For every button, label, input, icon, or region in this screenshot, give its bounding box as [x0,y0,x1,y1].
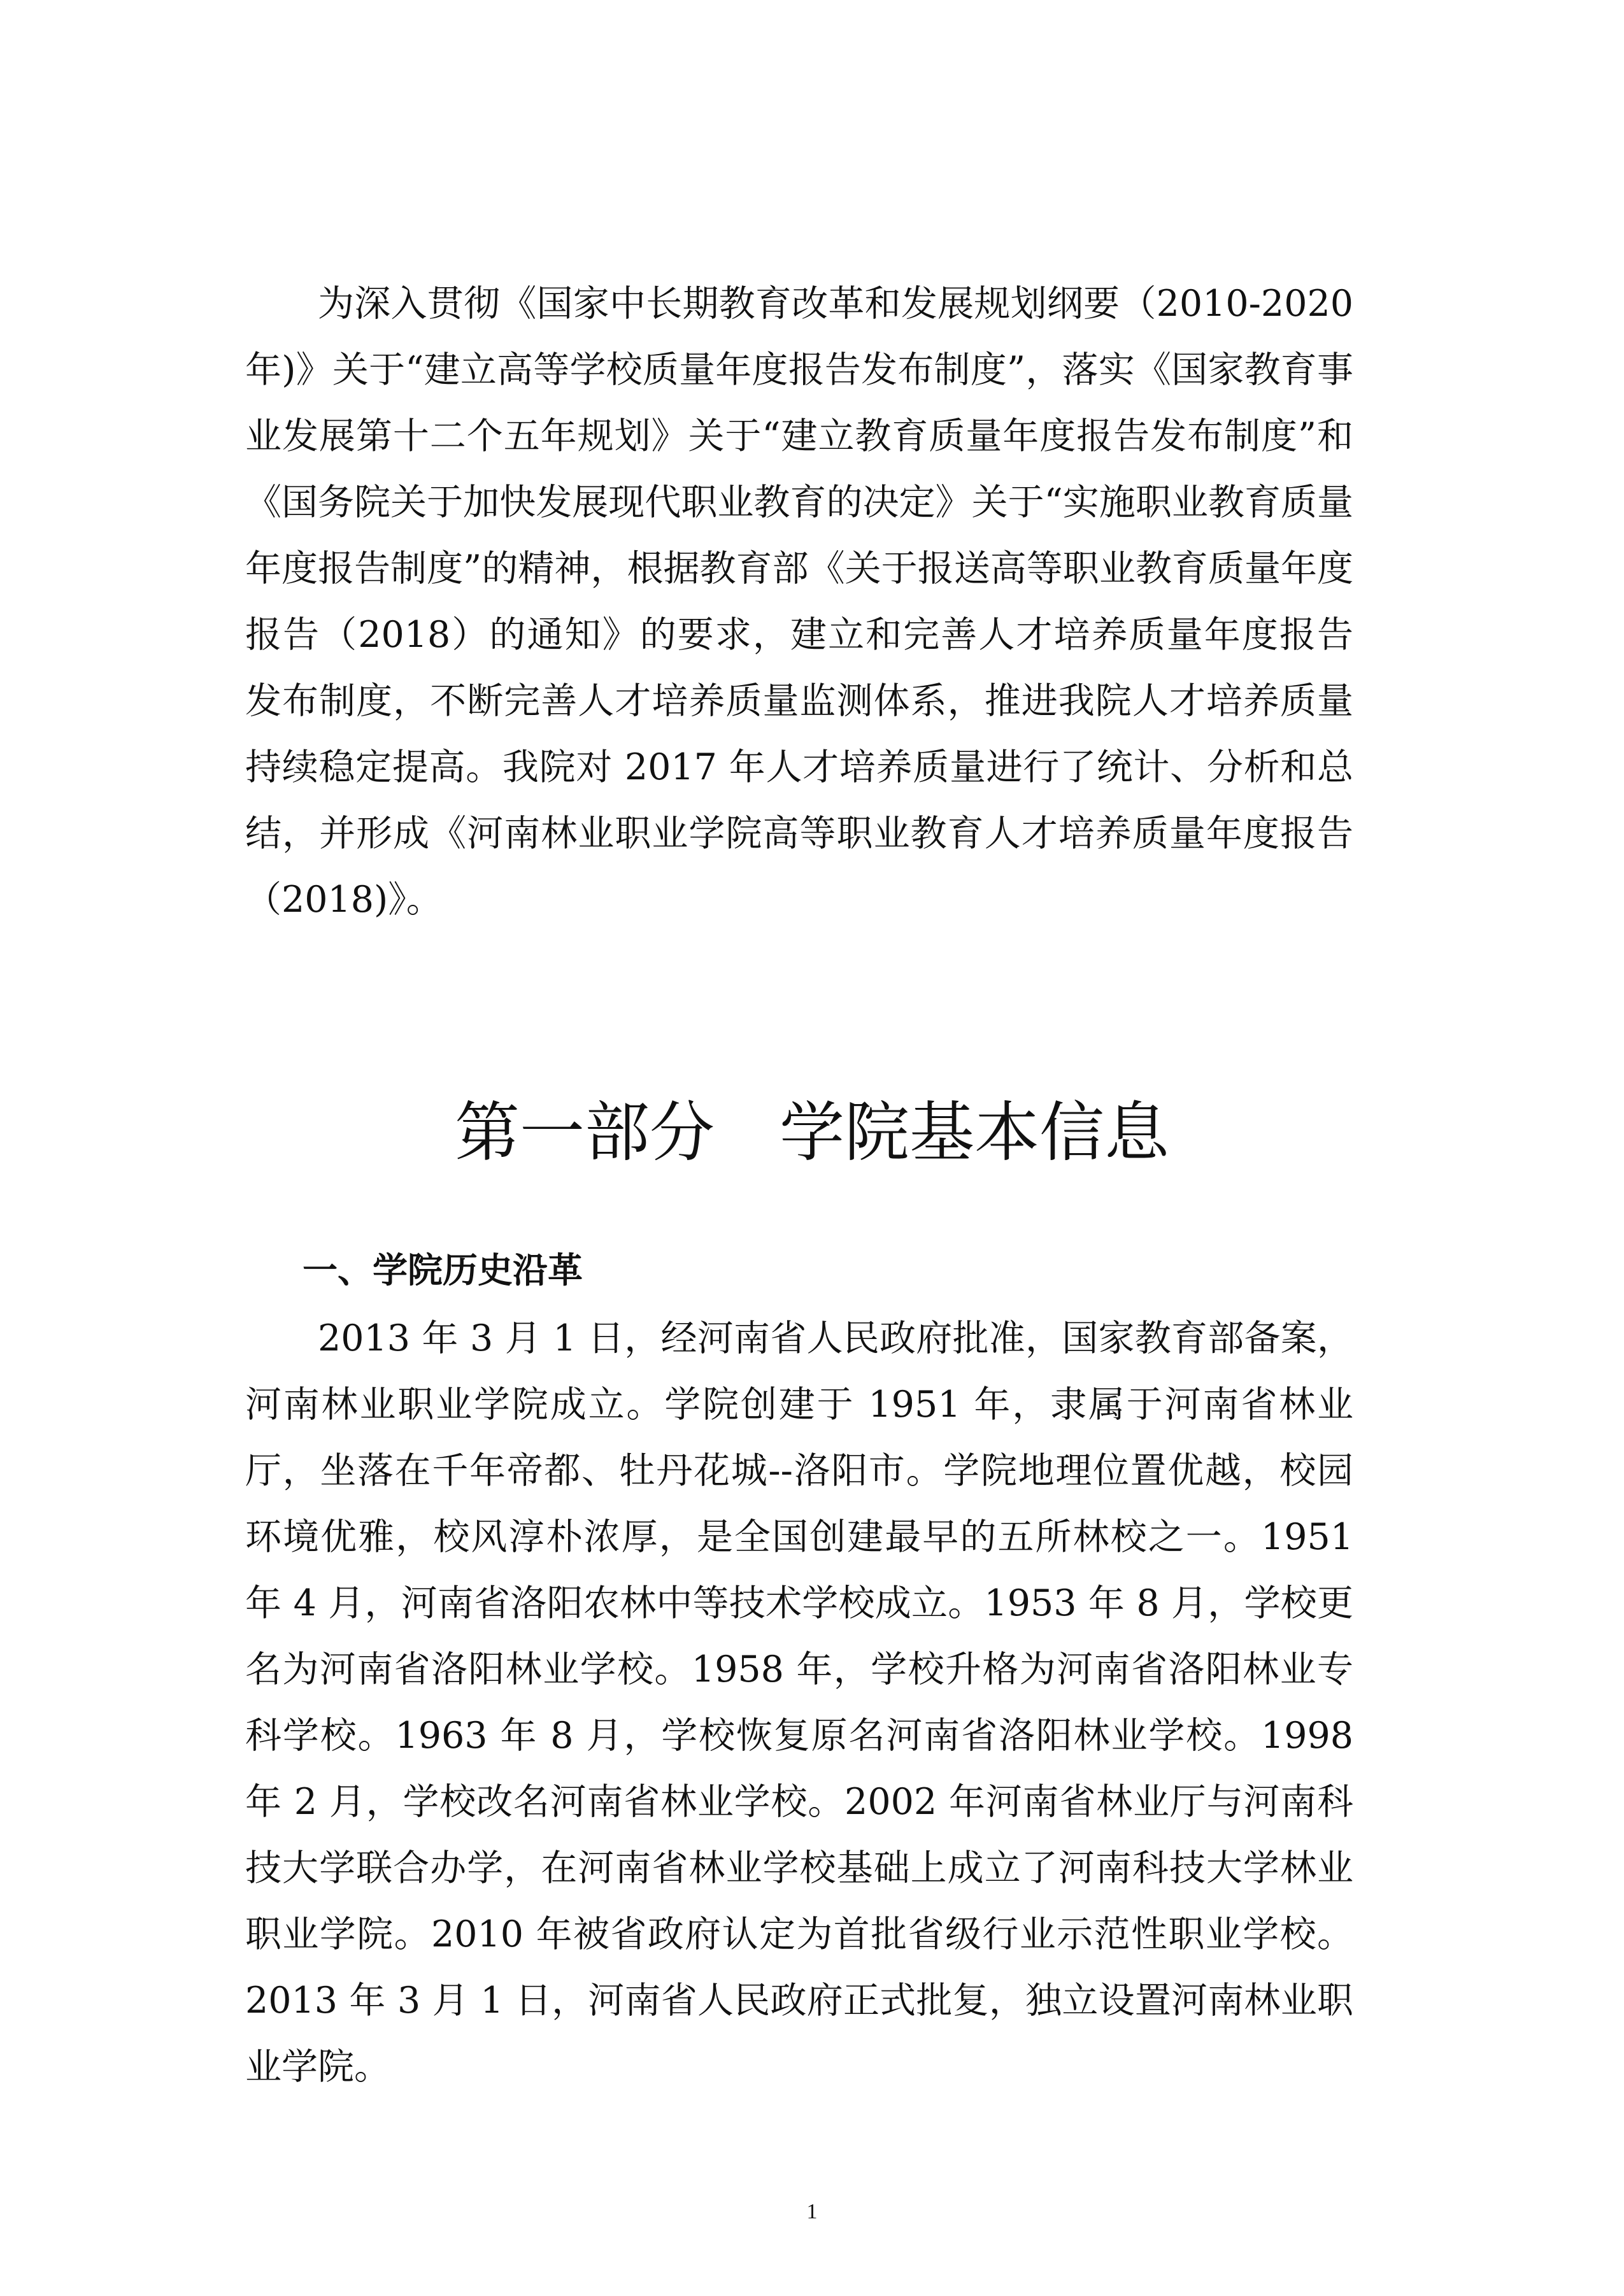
section-body-paragraph: 2013 年 3 月 1 日，经河南省人民政府批准，国家教育部备案，河南林业职业学院成立。学院创建于 1951 年，隶属于河南省林业厅，坐落在千年帝都、牡丹花城--洛阳市。学院地理位置优越，校园环境优雅，校风淳朴浓厚，是全国创建最早的五所林校之一。1951 年 4 月，河南省洛阳农林中等技术学校成立。1953 年 8 月，学校更名为河南省洛阳林业学校。1958 年，学校升格为河南省洛阳林业专科学校。1963 年 8 月，学校恢复原名河南省洛阳林业学校。1998 年 2 月，学校改名河南省林业学校。2002 年河南省林业厅与河南科技大学联合办学，在河南省林业学校基础上成立了河南科技大学林业职业学院。2010 年被省政府认定为首批省级行业示范性职业学校。2013 年 3 月 1 日，河南省人民政府正式批复，独立设置河南林业职业学院。 [245,1317,1353,2088]
page-number: 1 [806,2200,818,2223]
section-heading: 一、学院历史沿革 [303,1250,583,1291]
intro-paragraph: 为深入贯彻《国家中长期教育改革和发展规划纲要（2010-2020年)》关于“建立高等学校质量年度报告发布制度”，落实《国家教育事业发展第十二个五年规划》关于“建立教育质量年度报告发布制度”和《国务院关于加快发展现代职业教育的决定》关于“实施职业教育质量年度报告制度”的精神，根据教育部《关于报送高等职业教育质量年度报告（2018）的通知》的要求，建立和完善人才培养质量年度报告发布制度，不断完善人才培养质量监测体系，推进我院人才培养质量持续稳定提高。我院对 2017 年人才培养质量进行了统计、分析和总结，并形成《河南林业职业学院高等职业教育人才培养质量年度报告（2018)》。 [245,283,1353,921]
part-title: 第一部分 学院基本信息 [455,1095,1169,1171]
